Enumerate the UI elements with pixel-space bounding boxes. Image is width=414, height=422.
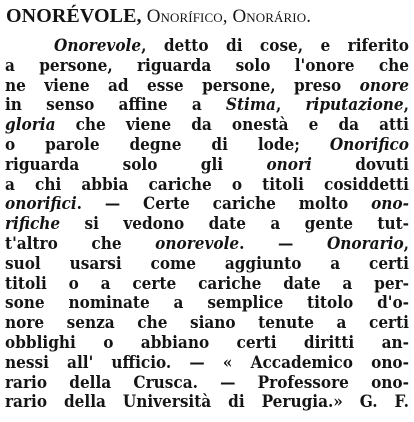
entry-line <box>5 195 409 215</box>
italic-term: rifiche <box>5 214 61 235</box>
entry-line <box>5 393 409 413</box>
entry-heading <box>6 5 311 28</box>
text-run: a chi abbia cariche o titoli cosiddetti <box>5 174 409 195</box>
text-run: obblighi o abbiano certi diritti an- <box>5 332 409 353</box>
entry-line <box>5 57 409 77</box>
italic-term: onore <box>359 75 409 96</box>
entry-line <box>5 294 409 314</box>
italic-term: Onorario <box>326 233 404 254</box>
entry-line <box>5 334 409 354</box>
text-run: , detto di cose, e riferito <box>141 36 409 56</box>
text-run: si vedono date a gente tut- <box>60 214 409 235</box>
text-run: , <box>403 233 409 254</box>
text-run: rario della Crusca. — Professore ono- <box>5 372 409 393</box>
text-run: nore senza che siano tenute a certi <box>5 313 409 334</box>
entry-line <box>5 354 409 374</box>
text-run: , <box>403 95 409 116</box>
text-run: titoli o a certe cariche date a per- <box>5 273 409 294</box>
text-run: in senso affine a <box>5 95 226 116</box>
text-run: t'altro che <box>5 233 156 254</box>
headword: ONORÉVOLE, <box>6 5 142 27</box>
entry-line <box>5 37 409 57</box>
entry-line <box>5 156 409 176</box>
entry-body <box>5 37 409 413</box>
italic-term: gloria <box>5 115 56 136</box>
entry-line <box>5 116 409 136</box>
text-run: . — <box>239 233 327 254</box>
entry-line <box>5 176 409 196</box>
italic-term: Onorevole <box>54 36 142 56</box>
italic-term: onori <box>266 154 312 175</box>
entry-line <box>5 215 409 235</box>
text-run: a persone, riguarda solo l'onore che <box>5 55 409 76</box>
text-run: dovuti <box>311 154 409 175</box>
text-run: nessi all' ufficio. — « Accademico ono- <box>5 352 409 373</box>
italic-term: onorevole <box>155 233 240 254</box>
text-run: . — Certe cariche molto <box>76 194 372 215</box>
entry-line <box>5 136 409 156</box>
entry-line <box>5 255 409 275</box>
italic-term: Stima <box>225 95 276 116</box>
italic-term: Onorifico <box>329 134 409 155</box>
entry-line <box>5 314 409 334</box>
text-run: o parole degne di lode; <box>5 134 330 155</box>
text-run: rario della Università di Perugia.» G. F. <box>5 392 409 413</box>
entry-line <box>5 77 409 97</box>
entry-line <box>5 374 409 394</box>
text-run: , <box>275 95 306 116</box>
entry-line <box>5 96 409 116</box>
text-run: sone nominate a semplice titolo d'o- <box>5 293 409 314</box>
italic-term: riputazione <box>305 95 404 116</box>
entry-line <box>5 275 409 295</box>
italic-term: ono- <box>371 194 409 215</box>
headword-variants: Onorífico, Onorário. <box>146 6 312 27</box>
text-run: che viene da onestà e da atti <box>55 115 409 136</box>
text-run: riguarda solo gli <box>5 154 267 175</box>
text-run: suol usarsi come aggiunto a certi <box>5 253 409 274</box>
text-run: ne viene ad esse persone, preso <box>5 75 360 96</box>
entry-line <box>5 235 409 255</box>
italic-term: onorifici <box>5 194 77 215</box>
